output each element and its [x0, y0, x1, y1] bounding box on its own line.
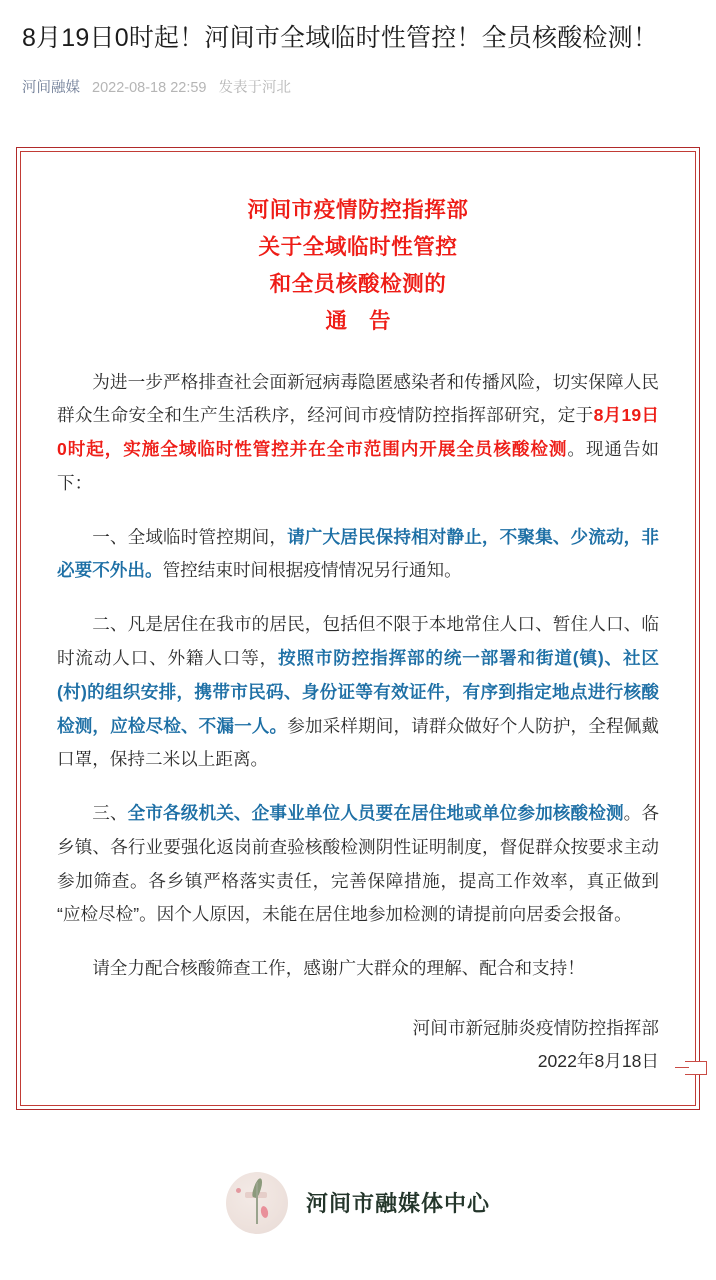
notice-signature	[57, 1012, 659, 1079]
footer-brand	[0, 1172, 716, 1258]
notice-document	[16, 147, 700, 1110]
p-intro-run-0: 为进一步严格排查社会面新冠病毒隐匿感染者和传播风险，切实保障人民群众生命安全和生产生活秩序，经河间市疫情防控指挥部研究，定于	[57, 371, 659, 426]
p-intro-run-1: 8月19日0时起，实施全域临时性管控并在全市范围内开展全员核酸检测	[57, 405, 659, 460]
notice-title-line-2: 关于全域临时性管控	[258, 234, 458, 259]
signature-date: 2022年8月18日	[537, 1051, 659, 1072]
p-item-1-run-2: 管控结束时间根据疫情情况另行通知。	[162, 560, 462, 581]
notice-title-line-1: 河间市疫情防控指挥部	[247, 197, 469, 222]
article-header	[0, 0, 716, 97]
brand-name-label: 河间市融媒体中心	[305, 1191, 490, 1217]
p-closing-run-0: 请全力配合核酸筛查工作，感谢广大群众的理解、配合和支持！	[92, 958, 585, 979]
p-item-2-run-0: 二、凡是居住在我市的居民，包括但不限于本地常住人口、暂住人口、临时流动人口、外籍人口等，	[57, 614, 659, 668]
notice-document-wrapper	[0, 105, 716, 1110]
p-item-1-run-0: 一、全域临时管控期间，	[92, 526, 288, 547]
notice-title-line-4: 通 告	[325, 308, 399, 333]
byline-timestamp: 2022-08-18 22:59	[92, 79, 207, 96]
p-item-2	[57, 608, 659, 777]
logo-stem-shape	[256, 1182, 258, 1224]
notice-title	[57, 192, 659, 340]
p-item-3	[57, 797, 659, 932]
p-closing	[57, 952, 659, 986]
notice-body	[57, 366, 659, 986]
byline	[22, 76, 694, 97]
p-item-2-run-1: 按照市防控指挥部的统一部署和街道(镇)、社区(村)的组织安排，携带市民码、身份证等有效证件，有序到指定地点进行核酸检测，应检尽检、不漏一人。	[57, 647, 659, 736]
logo-dot-mark	[236, 1188, 241, 1193]
p-item-3-run-2: 。各乡镇、各行业要强化返岗前查验核酸检测阴性证明制度，督促群众按要求主动参加筛查。各乡镇严格落实责任，完善保障措施，提高工作效率，真正做到“应检尽检”。因个人原因，未能在居住地参加检测的请提前向居委会报备。	[57, 803, 659, 925]
p-intro	[57, 366, 659, 501]
page-title: 8月19日0时起！河间市全域临时性管控！全员核酸检测！	[22, 24, 659, 52]
p-item-3-run-0: 三、	[92, 803, 128, 824]
logo-bud-shape	[260, 1206, 269, 1219]
p-intro-run-2: 。现通告如下：	[57, 439, 659, 493]
notice-document-inner	[20, 151, 696, 1106]
byline-account-name[interactable]: 河间融媒	[22, 79, 80, 96]
p-item-1	[57, 521, 659, 589]
document-edge-notch	[685, 1061, 707, 1075]
byline-location: 发表于河北	[218, 79, 291, 96]
p-item-2-run-2: 参加采样期间，请群众做好个人防护，全程佩戴口罩，保持二米以上距离。	[57, 715, 659, 770]
lotus-logo-icon	[226, 1172, 288, 1234]
notice-title-line-3: 和全员核酸检测的	[269, 271, 447, 296]
signature-organization: 河间市新冠肺炎疫情防控指挥部	[412, 1017, 659, 1038]
p-item-1-run-1: 请广大居民保持相对静止，不聚集、少流动，非必要不外出。	[57, 526, 659, 581]
p-item-3-run-1: 全市各级机关、企事业单位人员要在居住地或单位参加核酸检测	[127, 803, 624, 824]
